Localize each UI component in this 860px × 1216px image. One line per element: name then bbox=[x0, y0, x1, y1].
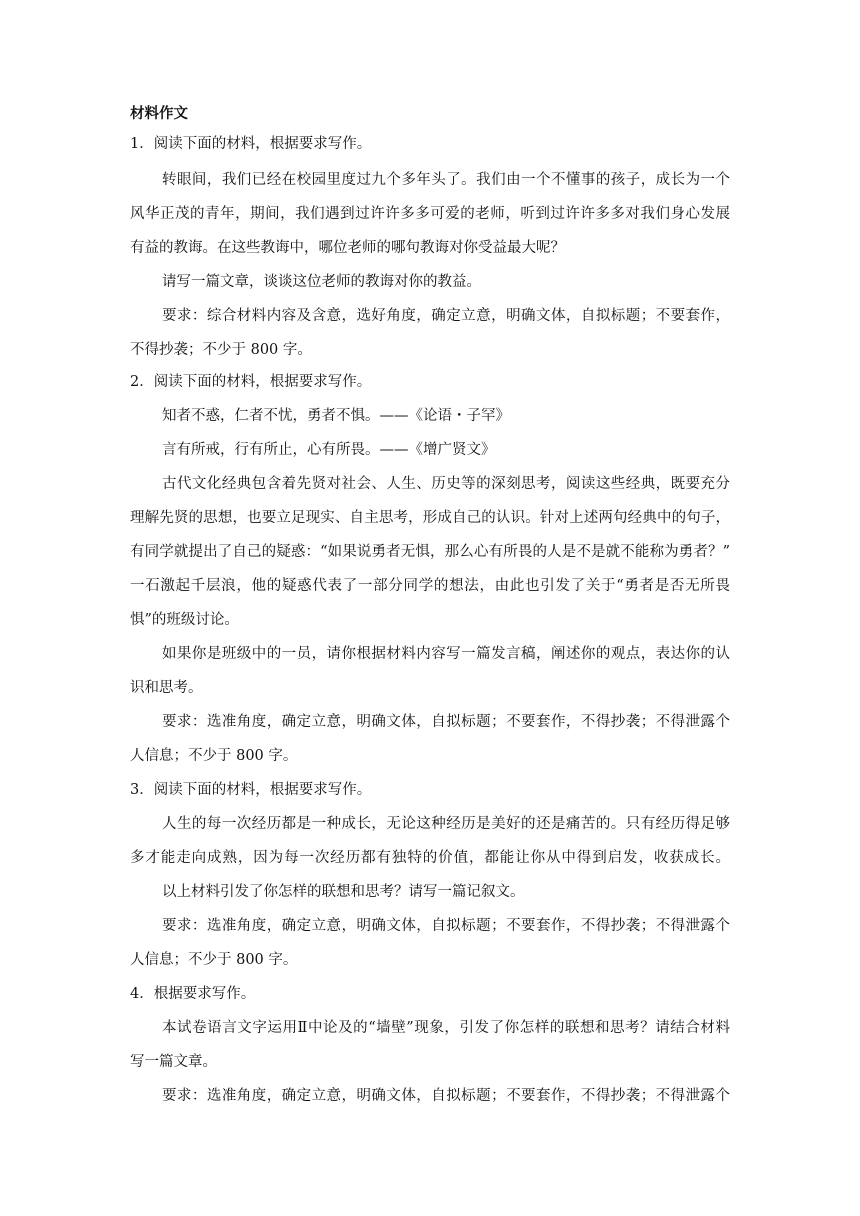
q1-para1-line2: 风华正茂的青年，期间，我们遇到过许许多多可爱的老师，听到过许许多多对我们身心发展 bbox=[130, 206, 730, 222]
q2-quote1: 知者不惑，仁者不忧，勇者不惧。——《论语・子罕》 bbox=[162, 408, 510, 424]
q1-para1-line1: 转眼间，我们已经在校园里度过九个多年头了。我们由一个不懂事的孩子，成长为一个 bbox=[162, 172, 730, 188]
q3-para1-line1: 人生的每一次经历都是一种成长，无论这种经历是美好的还是痛苦的。只有经历得足够 bbox=[162, 816, 730, 832]
section-title: 材料作文 bbox=[130, 105, 188, 122]
q3-para2: 以上材料引发了你怎样的联想和思考？请写一篇记叙文。 bbox=[162, 884, 525, 900]
q1-req-line2: 不得抄袭；不少于 800 字。 bbox=[130, 342, 312, 358]
q3-title: 3．阅读下面的材料，根据要求写作。 bbox=[130, 782, 372, 798]
q2-title: 2．阅读下面的材料，根据要求写作。 bbox=[130, 374, 372, 390]
q1-para1-line3: 有益的教诲。在这些教诲中，哪位老师的哪句教诲对你受益最大呢？ bbox=[130, 240, 565, 256]
q2-para1-line3: 有同学就提出了自己的疑惑：“如果说勇者无惧，那么心有所畏的人是不是就不能称为勇者？” bbox=[130, 544, 730, 560]
q4-para1-line2: 写一篇文章。 bbox=[130, 1054, 217, 1070]
q2-para2-line1: 如果你是班级中的一员，请你根据材料内容写一篇发言稿，阐述你的观点，表达你的认 bbox=[162, 646, 730, 662]
q3-req-line2: 人信息；不少于 800 字。 bbox=[130, 952, 298, 968]
q2-para1-line2: 理解先贤的思想，也要立足现实、自主思考，形成自己的认识。针对上述两句经典中的句子， bbox=[130, 510, 730, 526]
q2-para1-line4: 一石激起千层浪，他的疑惑代表了一部分同学的想法，由此也引发了关于“勇者是否无所畏 bbox=[130, 578, 730, 594]
q1-title: 1．阅读下面的材料，根据要求写作。 bbox=[130, 136, 372, 152]
q4-para1-line1: 本试卷语言文字运用Ⅱ中论及的“墙壁”现象，引发了你怎样的联想和思考？请结合材料 bbox=[162, 1020, 730, 1036]
q3-req-line1: 要求：选准角度，确定立意，明确文体，自拟标题；不要套作，不得抄袭；不得泄露个 bbox=[162, 918, 730, 934]
q2-para1-line5: 惧”的班级讨论。 bbox=[130, 612, 239, 628]
q4-title: 4．根据要求写作。 bbox=[130, 986, 256, 1002]
q2-req-line2: 人信息；不少于 800 字。 bbox=[130, 748, 298, 764]
q3-para1-line2: 多才能走向成熟，因为每一次经历都有独特的价值，都能让你从中得到启发，收获成长。 bbox=[130, 850, 730, 866]
q2-para2-line2: 识和思考。 bbox=[130, 680, 203, 696]
q4-req-line1: 要求：选准角度，确定立意，明确文体，自拟标题；不要套作，不得抄袭；不得泄露个 bbox=[162, 1088, 730, 1104]
q1-req-line1: 要求：综合材料内容及含意，选好角度，确定立意，明确文体，自拟标题；不要套作， bbox=[162, 308, 730, 324]
q2-quote2: 言有所戒，行有所止，心有所畏。——《增广贤文》 bbox=[162, 442, 496, 458]
q2-para1-line1: 古代文化经典包含着先贤对社会、人生、历史等的深刻思考，阅读这些经典，既要充分 bbox=[162, 476, 730, 492]
q2-req-line1: 要求：选准角度，确定立意，明确文体，自拟标题；不要套作，不得抄袭；不得泄露个 bbox=[162, 714, 730, 730]
q1-para2: 请写一篇文章，谈谈这位老师的教诲对你的教益。 bbox=[162, 274, 481, 290]
